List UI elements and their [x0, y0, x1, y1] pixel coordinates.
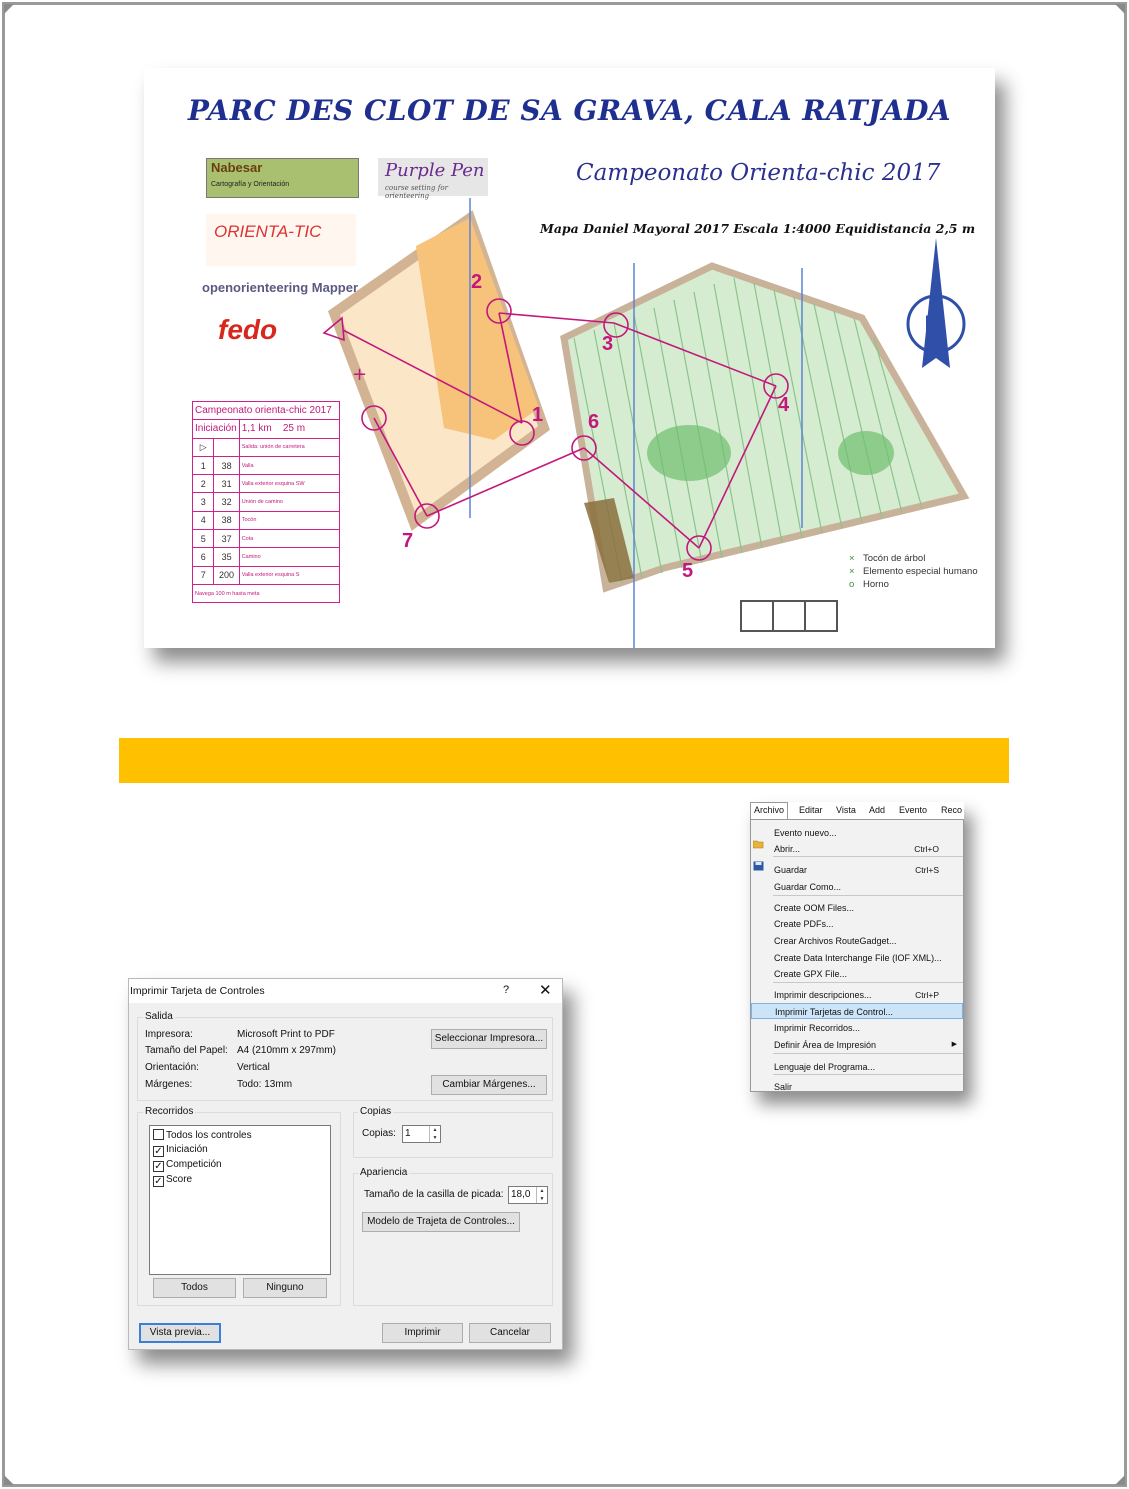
courses-listbox[interactable]	[149, 1125, 331, 1275]
menu-item-label: Salir	[774, 1082, 793, 1092]
courses-group-label: Recorridos	[145, 1106, 194, 1117]
copies-group-label: Copias	[360, 1106, 392, 1117]
nabesar-logo	[206, 158, 359, 198]
legend-symbol: o	[849, 579, 855, 590]
menu-item[interactable]	[751, 825, 963, 841]
menu-item[interactable]	[751, 933, 963, 949]
control-number-label: 1	[532, 404, 544, 426]
card-row-number: 5	[193, 530, 214, 548]
card-row-desc: Valla exterior esquina SW	[239, 475, 339, 493]
punch-box-size-value: 18,0	[511, 1189, 531, 1200]
menu-add[interactable]: Add	[869, 805, 886, 815]
course-checkbox-item[interactable]	[153, 1129, 252, 1143]
control-number-label: 7	[402, 530, 414, 552]
margins-label: Márgenes:	[145, 1079, 193, 1090]
stepper-arrows-icon[interactable]: ▲ ▼	[429, 1126, 440, 1142]
purple-pen-logo	[378, 158, 488, 200]
menu-item[interactable]	[751, 862, 963, 878]
menu-item-shortcut: Ctrl+P	[915, 990, 939, 1000]
card-course-name: Iniciación	[193, 420, 240, 438]
card-row-number: 2	[193, 475, 214, 493]
map-green-patch	[647, 425, 731, 481]
section-banner	[119, 738, 1009, 783]
card-row	[193, 475, 340, 493]
dialog-title: Imprimir Tarjeta de Controles	[130, 985, 265, 997]
print-button[interactable]: Imprimir	[382, 1323, 463, 1343]
menu-item-label: Create GPX File...	[774, 969, 848, 979]
orienteering-map-image	[144, 68, 995, 648]
printer-value: Microsoft Print to PDF	[237, 1029, 335, 1040]
menu-item[interactable]	[751, 987, 963, 1003]
card-row-number: 3	[193, 493, 214, 511]
course-checkbox-item[interactable]	[153, 1174, 192, 1188]
menu-item-label: Crear Archivos RouteGadget...	[774, 936, 897, 946]
card-row	[193, 548, 340, 566]
file-menu-screenshot	[750, 802, 964, 1092]
course-checkbox-item[interactable]	[153, 1159, 222, 1173]
menu-item[interactable]	[751, 950, 963, 966]
north-label: N	[924, 310, 946, 343]
margins-value: Todo: 13mm	[237, 1079, 293, 1090]
control-number-label: 3	[602, 333, 614, 355]
start-triangle-icon: ▷	[193, 438, 214, 456]
card-row-code: 200	[214, 566, 239, 584]
oom-logo: openorienteering Mapper	[202, 280, 359, 295]
menu-item[interactable]	[751, 1059, 963, 1075]
cancel-button[interactable]: Cancelar	[469, 1323, 551, 1343]
card-climb: 25 m	[282, 423, 306, 435]
purple-pen-logo-text: Purple Pen	[385, 160, 485, 181]
menu-separator	[773, 1053, 963, 1054]
change-margins-button[interactable]: Cambiar Márgenes...	[431, 1075, 547, 1095]
card-row-desc: Cota	[239, 530, 339, 548]
menu-item[interactable]	[751, 900, 963, 916]
course-checkbox-item[interactable]	[153, 1144, 208, 1158]
legend-label: Elemento especial humano	[863, 566, 978, 577]
menu-item-label: Guardar	[774, 865, 808, 875]
menu-item-label: Imprimir Recorridos...	[774, 1023, 861, 1033]
north-arrow-icon	[908, 238, 964, 368]
nabesar-logo-subtext: Cartografía y Orientación	[211, 181, 290, 188]
card-row-desc: Tocón	[239, 511, 339, 529]
menu-item-label: Evento nuevo...	[774, 828, 837, 838]
printer-label: Impresora:	[145, 1029, 193, 1040]
menu-item-label: Guardar Como...	[774, 882, 842, 892]
control-number-label: 5	[682, 560, 694, 582]
card-row-number: 1	[193, 456, 214, 474]
control-description-card	[192, 401, 340, 603]
card-row-number: 7	[193, 566, 214, 584]
menu-item[interactable]	[751, 879, 963, 895]
fedo-logo: fedo	[218, 314, 278, 345]
select-printer-button[interactable]: Seleccionar Impresora...	[431, 1029, 547, 1049]
card-event-name: Campeonato orienta-chic 2017	[193, 402, 340, 420]
card-row	[193, 511, 340, 529]
menu-item-label: Lenguaje del Programa...	[774, 1062, 876, 1072]
card-row-code: 31	[214, 475, 239, 493]
card-row-number: 6	[193, 548, 214, 566]
corner-mark	[4, 4, 14, 14]
menu-item[interactable]	[751, 841, 963, 857]
score-box	[772, 600, 806, 632]
card-length: 1,1 km	[241, 423, 272, 435]
select-none-button[interactable]: Ninguno	[243, 1278, 327, 1298]
corner-mark	[1115, 4, 1125, 14]
course-checkbox-label: Competición	[166, 1159, 222, 1170]
card-row-code: 38	[214, 456, 239, 474]
menu-item-shortcut: Ctrl+O	[914, 844, 939, 854]
checkbox[interactable]: ✓	[154, 1176, 163, 1187]
menu-archivo[interactable]: Archivo	[750, 802, 788, 820]
close-icon[interactable]: ✕	[539, 982, 552, 999]
corner-mark	[1115, 1475, 1125, 1485]
menu-evento[interactable]: Evento	[899, 805, 928, 815]
copies-label: Copias:	[362, 1128, 396, 1139]
card-row	[193, 493, 340, 511]
copies-stepper[interactable]	[402, 1125, 441, 1143]
card-row-code: 38	[214, 511, 239, 529]
select-all-button[interactable]: Todos	[153, 1278, 236, 1298]
map-legend	[849, 552, 978, 591]
purple-pen-logo-subtext: course setting for orienteering	[385, 184, 448, 200]
stepper-arrows-icon[interactable]: ▲ ▼	[536, 1187, 547, 1203]
orienta-tic-logo-text: ORIENTA-TIC	[214, 222, 322, 241]
card-row-desc: Valla exterior esquina S	[239, 566, 339, 584]
file-menu-dropdown	[750, 819, 964, 1092]
legend-entry	[849, 552, 978, 565]
card-start-desc: Salida: unión de carretera	[239, 438, 339, 456]
menu-recorridos[interactable]: Reco	[941, 805, 963, 815]
course-checkbox-label: Score	[166, 1174, 193, 1185]
menu-item[interactable]	[751, 1037, 963, 1053]
menu-separator	[773, 895, 963, 896]
card-finish: Navega 100 m hasta meta	[193, 584, 340, 602]
paper-size-value: A4 (210mm x 297mm)	[237, 1045, 336, 1056]
start-cross: +	[352, 364, 368, 385]
card-row	[193, 566, 340, 584]
punch-box-size-label: Tamaño de la casilla de picada:	[364, 1189, 504, 1200]
legend-entry	[849, 578, 978, 591]
control-number-label: 6	[588, 411, 600, 433]
menu-item-label: Create PDFs...	[774, 919, 834, 929]
corner-mark	[4, 1475, 14, 1485]
card-row-desc: Camino	[239, 548, 339, 566]
map-subtitle: Campeonato Orienta-chic 2017	[576, 160, 941, 186]
card-row-code: 32	[214, 493, 239, 511]
menu-item[interactable]	[751, 916, 963, 932]
orientation-value: Vertical	[237, 1062, 270, 1073]
card-row-code: 35	[214, 548, 239, 566]
card-length-climb	[239, 420, 339, 438]
nabesar-logo-text: Nabesar	[211, 160, 263, 175]
preview-button[interactable]: Vista previa...	[139, 1323, 221, 1343]
menu-item-label: Definir Área de Impresión	[774, 1040, 877, 1050]
checkbox[interactable]: ✓	[154, 1161, 163, 1172]
punch-box-size-stepper[interactable]	[508, 1186, 548, 1204]
checkbox[interactable]	[153, 1129, 164, 1140]
copies-value: 1	[405, 1128, 411, 1139]
card-row	[193, 456, 340, 474]
map-title: PARC DES CLOT DE SA GRAVA, CALA RATJADA	[187, 94, 952, 127]
orienta-tic-logo	[206, 214, 356, 266]
menu-item[interactable]	[751, 1003, 963, 1019]
checkbox[interactable]: ✓	[154, 1146, 163, 1157]
card-row-desc: Unión de camino	[239, 493, 339, 511]
course-checkbox-label: Iniciación	[166, 1144, 208, 1155]
score-box	[804, 600, 838, 632]
menu-item[interactable]	[751, 966, 963, 982]
submenu-arrow-icon: ▶	[951, 1041, 957, 1048]
course-checkbox-label: Todos los controles	[166, 1130, 252, 1141]
legend-label: Tocón de árbol	[863, 553, 926, 564]
legend-symbol: ×	[849, 566, 855, 577]
menu-item-shortcut: Ctrl+S	[915, 865, 939, 875]
map-green-patch	[838, 431, 894, 475]
paper-size-label: Tamaño del Papel:	[145, 1045, 228, 1056]
menu-item-label: Create OOM Files...	[774, 903, 855, 913]
card-row-code: 37	[214, 530, 239, 548]
menu-item-label: Imprimir descripciones...	[774, 990, 872, 1000]
menu-item-label: Create Data Interchange File (IOF XML)...	[774, 953, 942, 963]
menu-item[interactable]	[751, 1020, 963, 1036]
score-box	[740, 600, 774, 632]
menu-editar[interactable]: Editar	[799, 805, 823, 815]
appearance-group-label: Apariencia	[360, 1167, 408, 1178]
score-boxes	[742, 600, 838, 632]
orientation-label: Orientación:	[145, 1062, 199, 1073]
print-control-cards-dialog	[128, 978, 563, 1350]
card-template-button[interactable]: Modelo de Trajeta de Controles...	[362, 1212, 520, 1232]
legend-label: Horno	[863, 579, 889, 590]
card-row-desc: Valla	[239, 456, 339, 474]
legend-entry	[849, 565, 978, 578]
map-caption: Mapa Daniel Mayoral 2017 Escala 1:4000 Equidistancia 2,5 m	[540, 221, 976, 236]
dialog-titlebar	[129, 979, 562, 1003]
menubar	[750, 802, 964, 820]
control-number-label: 2	[471, 271, 483, 293]
menu-item-label: Abrir...	[774, 844, 801, 854]
menu-vista[interactable]: Vista	[836, 805, 856, 815]
menu-item-label: Imprimir Tarjetas de Control...	[775, 1007, 893, 1017]
card-row-number: 4	[193, 511, 214, 529]
menu-separator	[773, 982, 963, 983]
menu-item[interactable]	[751, 1079, 963, 1095]
control-number-label: 4	[778, 394, 790, 416]
output-group-label: Salida	[145, 1011, 173, 1022]
card-row	[193, 530, 340, 548]
legend-symbol: ×	[849, 553, 855, 564]
help-button[interactable]: ?	[503, 984, 510, 996]
